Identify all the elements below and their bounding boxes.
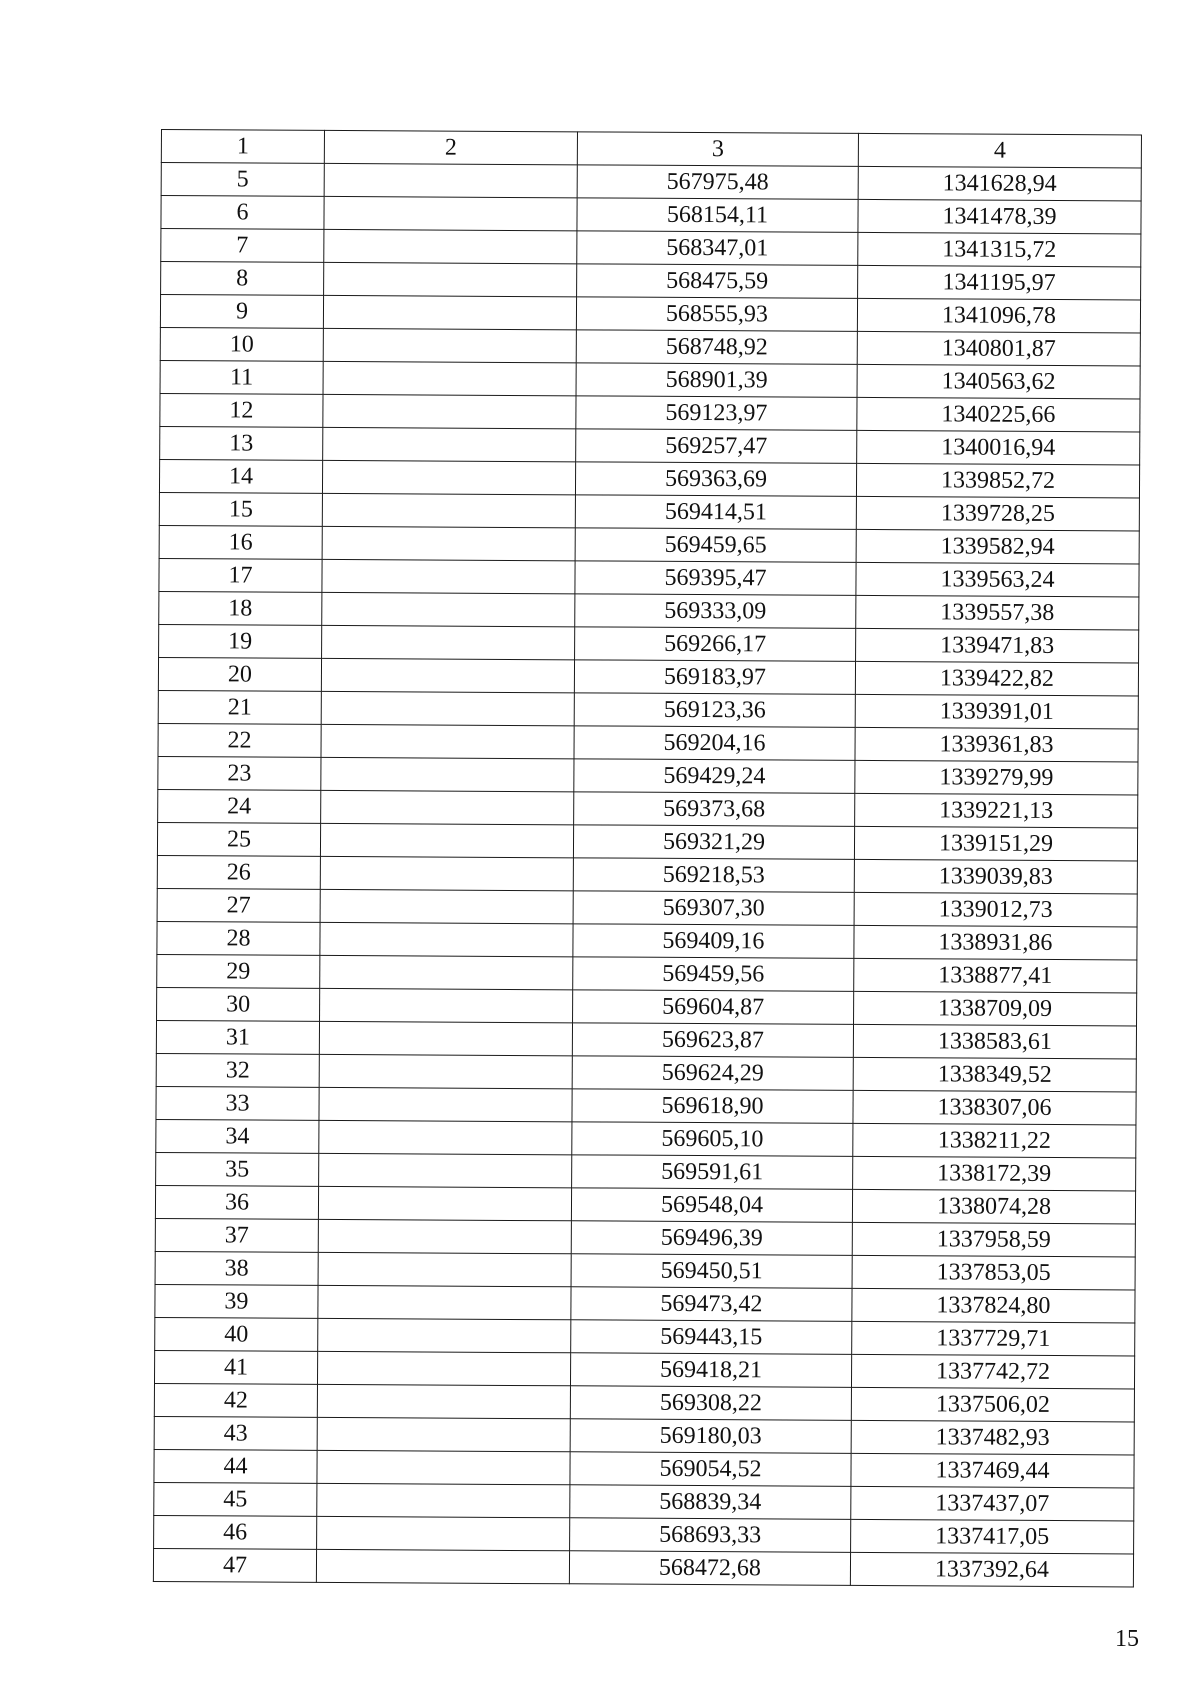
table-cell: 34 (156, 1119, 319, 1153)
table-cell: 1340801,87 (857, 331, 1140, 366)
table-cell (322, 526, 575, 560)
table-row (158, 690, 1138, 728)
table-row (161, 196, 1141, 234)
table-cell: 568693,33 (570, 1518, 851, 1553)
table-cell: 1341096,78 (857, 298, 1140, 333)
table-row (157, 888, 1137, 926)
table-cell: 35 (156, 1152, 319, 1186)
table-cell: 1339012,73 (854, 892, 1137, 927)
table-cell: 17 (159, 558, 322, 592)
table-cell (324, 229, 577, 263)
table-cell (323, 394, 576, 428)
column-header: 4 (858, 133, 1141, 168)
table-cell: 1338211,22 (853, 1123, 1136, 1158)
table-cell: 1339852,72 (856, 463, 1139, 498)
table-cell: 569459,65 (575, 528, 856, 563)
table-cell (323, 328, 576, 362)
table-cell: 30 (157, 987, 320, 1021)
table-cell: 29 (157, 954, 320, 988)
table-cell: 569443,15 (571, 1320, 852, 1355)
table-cell: 569604,87 (573, 990, 854, 1025)
table-cell (320, 922, 573, 956)
table-row (154, 1350, 1134, 1388)
table-row (157, 855, 1137, 893)
table-cell: 569624,29 (572, 1056, 853, 1091)
table-cell: 20 (158, 657, 321, 691)
table-row (160, 393, 1140, 431)
table-row (154, 1416, 1134, 1454)
table-row (158, 756, 1138, 794)
table-cell (317, 1516, 570, 1550)
column-header: 2 (324, 130, 577, 164)
table-cell: 28 (157, 921, 320, 955)
table-cell (320, 889, 573, 923)
table-cell: 33 (156, 1086, 319, 1120)
table-cell: 569257,47 (576, 429, 857, 464)
table-cell: 569605,10 (572, 1122, 853, 1157)
column-header: 3 (577, 132, 858, 167)
table-cell: 1338172,39 (853, 1156, 1136, 1191)
table-cell (322, 559, 575, 593)
table-cell (321, 757, 574, 791)
table-cell: 44 (154, 1449, 317, 1483)
table-cell: 569204,16 (574, 726, 855, 761)
table-cell: 568901,39 (576, 363, 857, 398)
table-row (153, 1548, 1133, 1586)
table-cell: 46 (154, 1515, 317, 1549)
table-row (155, 1218, 1135, 1256)
header-row (161, 130, 1141, 168)
table-row (159, 525, 1139, 563)
table-cell: 10 (160, 327, 323, 361)
table-row (157, 822, 1137, 860)
table-cell: 568347,01 (577, 231, 858, 266)
table-row (155, 1284, 1135, 1322)
table-cell (324, 196, 577, 230)
table-row (155, 1317, 1135, 1355)
table-cell: 1337482,93 (851, 1420, 1134, 1455)
table-cell: 1341478,39 (858, 199, 1141, 234)
table-cell: 1337506,02 (851, 1387, 1134, 1422)
table-cell (317, 1351, 570, 1385)
table-cell (319, 1021, 572, 1055)
table-cell: 1339221,13 (855, 793, 1138, 828)
table-cell (318, 1252, 571, 1286)
table-cell (317, 1384, 570, 1418)
table-cell: 26 (157, 855, 320, 889)
table-cell: 1339557,38 (856, 595, 1139, 630)
table-cell (317, 1483, 570, 1517)
table-cell: 13 (160, 426, 323, 460)
table-cell: 568154,11 (577, 198, 858, 233)
table-cell: 569054,52 (570, 1452, 851, 1487)
table-cell: 569123,36 (574, 693, 855, 728)
table-cell: 1340016,94 (857, 430, 1140, 465)
table-row (160, 426, 1140, 464)
table-cell: 1339391,01 (855, 694, 1138, 729)
table-cell: 569548,04 (571, 1188, 852, 1223)
table-cell: 1339471,83 (856, 628, 1139, 663)
table-cell (319, 1087, 572, 1121)
table-cell (320, 856, 573, 890)
page-number: 15 (1115, 1626, 1139, 1652)
table-cell: 568748,92 (576, 330, 857, 365)
table-row (160, 295, 1140, 333)
table-cell: 569496,39 (571, 1221, 852, 1256)
table-cell (319, 1153, 572, 1187)
table-cell (323, 427, 576, 461)
table-cell (318, 1285, 571, 1319)
table-body (153, 163, 1141, 1587)
table-cell: 42 (154, 1383, 317, 1417)
table-cell: 40 (155, 1317, 318, 1351)
table-cell: 569591,61 (572, 1155, 853, 1190)
table-cell: 1339563,24 (856, 562, 1139, 597)
table-cell (318, 1318, 571, 1352)
table-cell: 569414,51 (575, 495, 856, 530)
table-cell: 569321,29 (573, 825, 854, 860)
table-row (161, 229, 1141, 267)
table-row (156, 1119, 1136, 1157)
table-cell: 9 (160, 295, 323, 329)
table-row (155, 1185, 1135, 1223)
table-cell: 569395,47 (575, 561, 856, 596)
table-cell: 32 (156, 1053, 319, 1087)
table-cell: 569308,22 (570, 1386, 851, 1421)
table-row (159, 591, 1139, 629)
table-cell (318, 1219, 571, 1253)
table-cell: 27 (157, 888, 320, 922)
table-cell: 31 (156, 1020, 319, 1054)
table-cell: 1337392,64 (850, 1552, 1133, 1587)
table-cell (322, 460, 575, 494)
table-header (161, 130, 1141, 168)
table-row (158, 789, 1138, 827)
table-cell: 1341315,72 (858, 232, 1141, 267)
table-cell: 1339582,94 (856, 529, 1139, 564)
table-cell: 1339361,83 (855, 727, 1138, 762)
table-row (161, 163, 1141, 201)
table-cell (321, 724, 574, 758)
table-cell: 15 (159, 492, 322, 526)
table-cell: 569218,53 (573, 858, 854, 893)
table-row (157, 921, 1137, 959)
table-cell: 569623,87 (572, 1023, 853, 1058)
table-cell: 14 (159, 459, 322, 493)
table-cell: 1340225,66 (857, 397, 1140, 432)
table-cell (319, 1120, 572, 1154)
table-cell (324, 262, 577, 296)
table-row (159, 492, 1139, 530)
table-cell: 1339039,83 (854, 859, 1137, 894)
coordinates-table (153, 129, 1142, 1587)
table-cell: 1338877,41 (854, 958, 1137, 993)
table-cell (320, 823, 573, 857)
table-cell (319, 1054, 572, 1088)
table-cell: 568839,34 (570, 1485, 851, 1520)
table-cell: 1338931,86 (854, 925, 1137, 960)
table-row (161, 262, 1141, 300)
table-cell: 569183,97 (574, 660, 855, 695)
table-cell: 7 (161, 229, 324, 263)
table-cell: 1337469,44 (851, 1453, 1134, 1488)
table-cell: 22 (158, 723, 321, 757)
table-cell: 12 (160, 393, 323, 427)
table-cell: 569429,24 (574, 759, 855, 794)
table-cell: 16 (159, 525, 322, 559)
table-cell: 569266,17 (575, 627, 856, 662)
table-cell: 1339151,29 (854, 826, 1137, 861)
table-row (160, 327, 1140, 365)
table-cell (317, 1450, 570, 1484)
table-cell: 1338074,28 (852, 1189, 1135, 1224)
table-cell: 1341628,94 (858, 166, 1141, 201)
table-cell (322, 625, 575, 659)
table-cell: 1337437,07 (851, 1486, 1134, 1521)
table-cell: 1339728,25 (856, 496, 1139, 531)
table-cell: 568475,59 (577, 264, 858, 299)
table-cell: 1337417,05 (851, 1519, 1134, 1554)
table-row (155, 1251, 1135, 1289)
table-cell: 569409,16 (573, 924, 854, 959)
table-cell (321, 790, 574, 824)
table-cell: 1338307,06 (853, 1090, 1136, 1125)
table-cell: 1340563,62 (857, 364, 1140, 399)
table-cell (316, 1549, 569, 1583)
table-cell: 569618,90 (572, 1089, 853, 1124)
table-cell: 41 (154, 1350, 317, 1384)
table-cell (321, 691, 574, 725)
table-cell: 1338349,52 (853, 1057, 1136, 1092)
table-row (156, 1053, 1136, 1091)
table-cell: 569418,21 (570, 1353, 851, 1388)
table-cell: 38 (155, 1251, 318, 1285)
table-cell: 19 (159, 624, 322, 658)
table-row (154, 1515, 1134, 1553)
table-cell (317, 1417, 570, 1451)
table-cell: 45 (154, 1482, 317, 1516)
table-cell (320, 988, 573, 1022)
table-cell: 568472,68 (569, 1551, 850, 1586)
table-cell: 18 (159, 591, 322, 625)
table-cell: 1337742,72 (851, 1354, 1134, 1389)
table-cell: 569123,97 (576, 396, 857, 431)
table-cell (321, 658, 574, 692)
table-cell: 39 (155, 1284, 318, 1318)
table-cell: 5 (161, 163, 324, 197)
table-row (159, 459, 1139, 497)
table-cell: 569450,51 (571, 1254, 852, 1289)
table-cell (324, 163, 577, 197)
table-cell: 11 (160, 360, 323, 394)
table-cell: 569333,09 (575, 594, 856, 629)
table-cell: 1338709,09 (854, 991, 1137, 1026)
table-cell: 569180,03 (570, 1419, 851, 1454)
table-cell: 8 (161, 262, 324, 296)
table-cell: 568555,93 (576, 297, 857, 332)
table-cell: 569307,30 (573, 891, 854, 926)
table-row (154, 1449, 1134, 1487)
table-cell: 1341195,97 (858, 265, 1141, 300)
table-row (156, 1020, 1136, 1058)
table-cell: 37 (155, 1218, 318, 1252)
table-row (160, 360, 1140, 398)
table-cell (322, 493, 575, 527)
table-cell: 36 (155, 1185, 318, 1219)
table-row (154, 1383, 1134, 1421)
table-row (159, 624, 1139, 662)
table-cell (322, 592, 575, 626)
table-cell: 1337958,59 (852, 1222, 1135, 1257)
table-cell (323, 295, 576, 329)
table-cell: 1339279,99 (855, 760, 1138, 795)
table-cell: 23 (158, 756, 321, 790)
column-header: 1 (161, 130, 324, 164)
table-cell: 569363,69 (575, 462, 856, 497)
table-row (157, 987, 1137, 1025)
table-cell: 21 (158, 690, 321, 724)
table-cell: 569373,68 (574, 792, 855, 827)
table-cell: 1338583,61 (853, 1024, 1136, 1059)
table-cell: 569459,56 (573, 957, 854, 992)
table-row (158, 657, 1138, 695)
table-row (159, 558, 1139, 596)
table-cell: 569473,42 (571, 1287, 852, 1322)
table-cell (323, 361, 576, 395)
table-cell: 567975,48 (577, 165, 858, 200)
table-cell: 25 (157, 822, 320, 856)
table-cell: 1337824,80 (852, 1288, 1135, 1323)
table-row (156, 1152, 1136, 1190)
table-cell (318, 1186, 571, 1220)
table-cell: 1339422,82 (855, 661, 1138, 696)
table-row (154, 1482, 1134, 1520)
table-cell: 1337853,05 (852, 1255, 1135, 1290)
table-row (158, 723, 1138, 761)
table-cell: 24 (158, 789, 321, 823)
table-cell: 47 (153, 1548, 316, 1582)
table-cell: 6 (161, 196, 324, 230)
table-row (157, 954, 1137, 992)
table-row (156, 1086, 1136, 1124)
table-cell (320, 955, 573, 989)
table-cell: 43 (154, 1416, 317, 1450)
table-cell: 1337729,71 (852, 1321, 1135, 1356)
